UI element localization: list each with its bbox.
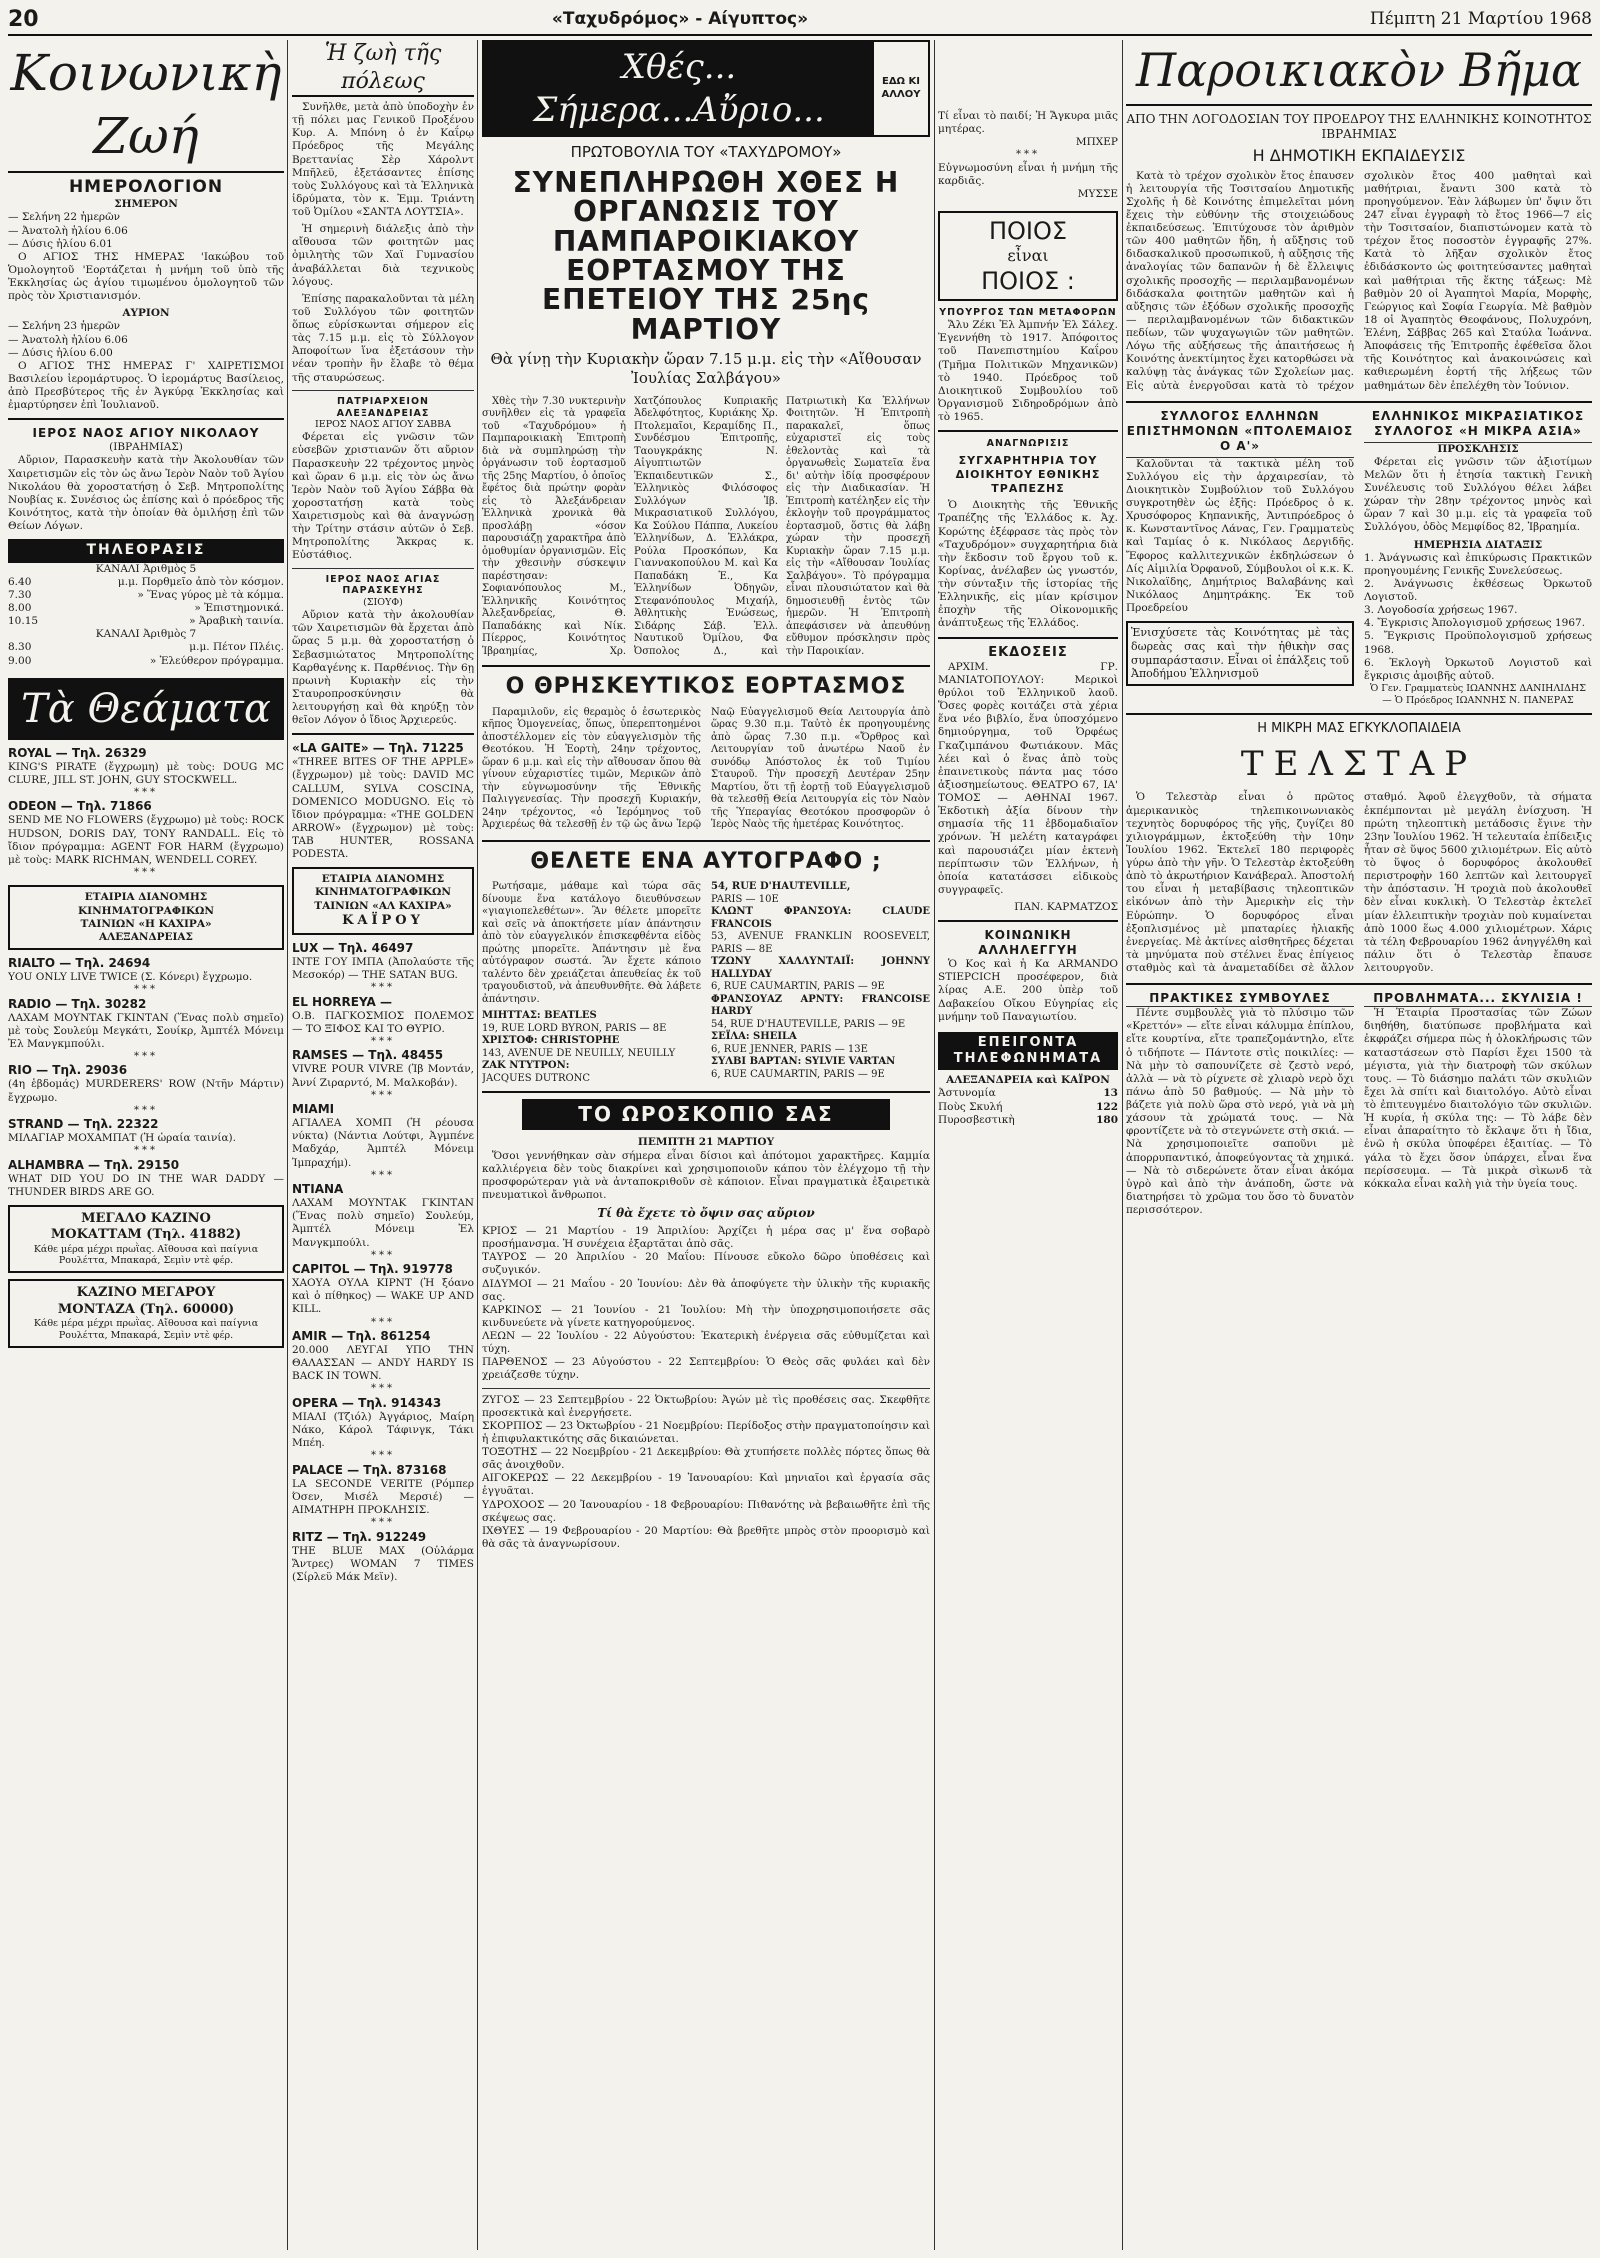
bank-title: ΣΥΓΧΑΡΗΤΗΡΙΑ ΤΟΥ ΔΙΟΙΚΗΤΟΥ ΕΘΝΙΚΗΣ ΤΡΑΠΕΖΗΣ [955, 454, 1101, 495]
patriarchate-title: ΠΑΤΡΙΑΡΧΕΙΟΝ ΑΛΕΞΑΝΔΡΕΙΑΣ [336, 395, 430, 419]
bottom-articles [1126, 991, 1592, 1221]
cinema-entry: RAMSES — Τηλ. 48455 VIVRE POUR VIVRE (Ἰβ Μοντάν, Ἀννί Ζιραρντό, Μ. Μαλκοβάν). [292, 1048, 474, 1089]
sign-entry: ΤΑΥΡΟΣ — 20 Ἀπριλίου - 20 Μαΐου: Πίνουσε εὔκολο δῶρο ὑποθέσεις καὶ συζυγικόν. [482, 1251, 930, 1277]
church-subtitle: (ΙΒΡΑΗΜΙΑΣ) [109, 441, 183, 454]
sign-entry: ΚΡΙΟΣ — 21 Μαρτίου - 19 Ἀπριλίου: Ἀρχίζει ἡ μέρα σας μ' ἕνα σοβαρὸ προσήμανσμα. Ἡ συνέχεια ἐξαρτᾶται ἀπὸ σᾶς. [482, 1225, 930, 1251]
minister-text: Ἄλυ Ζέκι Ἐλ Ἀμπνήν Ἐλ Σάλεχ. Ἐγεννήθη τὸ 1917. Ἀπόφοιτος τοῦ Πανεπιστημίου Καΐρου (Τμῆμα Πολιτικῶν Μηχανικῶν) τὸ 1940. Πρόεδρος τοῦ Διοικητικοῦ Συμβουλίου τοῦ Ὀργανισμοῦ Σιδηροδρόμων ἀπὸ τὸ 1965. [938, 319, 1118, 423]
quote: Εὐγνωμοσύνη εἶναι ἡ μνήμη τῆς καρδιᾶς. ΜΥΣΣΕ [938, 161, 1118, 201]
main-subhead: Θὰ γίνῃ τὴν Κυριακὴν ὥραν 7.15 μ.μ. εἰς τὴν «Αἴθουσαν Ἰουλίας Σαλβάγου» [490, 350, 922, 387]
paragraph: Ἐπίσης παρακαλοῦνται τὰ μέλη τοῦ Συλλόγου τῶν φοιτητῶν ὅπως εὑρίσκωνται σήμερον εἰς τὰς 7.15 μ.μ. εἰς τὸ Σύλλογον Ἀποφοίτων ἵνα ἐξετάσουν τὴν νέαν τροπὴν ἣν ἔλαβε τὸ θέμα τῆς σταυρώσεως. [292, 292, 474, 384]
horoscope-title: ΤΟ ΩΡΟΣΚΟΠΙΟ ΣΑΣ [522, 1099, 890, 1130]
horoscope-tomorrow: Τί θὰ ἔχετε τὸ ὄψιν σας αὔριον [597, 1206, 815, 1221]
calendar-title: ΗΜΕΡΟΛΟΓΙΟΝ [68, 177, 224, 197]
cinema-entry: ALHAMBRA — Τηλ. 29150 WHAT DID YOU DO IN THE WAR DADDY — THUNDER BIRDS ARE GO. [8, 1157, 284, 1198]
tv-item: 6.40 μ.μ. Πορθμεῖο ἀπὸ τὸν κόσμον. [8, 575, 284, 588]
column-rule [934, 40, 935, 2250]
cinema-entry: ΝΤΙΑΝΑ ΛΑΧΑΜ ΜΟΥΝΤΑΚ ΓΚΙΝΤΑΝ (Ἕνας πολὺ σημεῖο) Σουλεύμ, Ἀμπτέλ Μόνειμ Ἐλ Μανγκμπούλι. [292, 1182, 474, 1249]
tv-schedule [8, 576, 284, 629]
paragraph: Συνῆλθε, μετὰ ἀπὸ ὑποδοχὴν ἐν τῇ πόλει μας Γενικοῦ Προξένου Κυρ. Α. Μπόνη ὁ ἐν Καΐρῳ Πρόεδρος τῆς Μεγάλης Βρεττανίας Σὲρ Χάρολντ Μπῆλεϋ, ἐξετάσαντες ἐπίσης τοὺς Συλλόγους καὶ τὰ Ἑλληνικὰ ἱδρύματα, τὸν κ. Ἐμμ. Τριάντη τοῦ Ὀμίλου «ΣΑΝΤΑ ΛΟΥΤΣΙΑ». [292, 101, 474, 218]
column-social-life [8, 40, 284, 2250]
religious-story: Παραμιλοῦν, εἰς θεραμὸς ὁ ἐσωτερικὸς κῆπος Ὁμογενείας, ὅπως, ὑπερεπτοημένοι ἀποστέλλομεν εἰς τὸν εὐαγγελισμὸν τῆς Θεοτόκου. Ἡ Ἑορτὴ, 24ην τρέχοντος, ὥραν 6 μ.μ. καὶ εἰς τὴν αἴθουσαν ὅπου θὰ γίνουν εὐχαριστίες τιμῶν, Μερικῶν ἀπὸ τὴν εὐγνωμοσύνην τῆς Ἐθνικῆς Παλιγγενεσίας. Τὴν προσεχῆ Κυριακήν, 24ην τρέχοντος, «ὁ Ἱερόμηνος τοῦ Ἀρχιερέως θὰ τελεσθῇ ἐν τῷ ὡς ἄνω Ἱερῷ Ναῷ Εὐαγγελισμοῦ Θεία Λειτουργία ἀπὸ ὥρας 9.30 π.μ. Ταὐτὸ ἐκ προηγουμένης ἀπὸ ὥρας 7.30 π.μ. «Ὄρθρος καὶ Λειτουργίαν τοῦ ἀνωτέρω Ναοῦ ἐν συνόδῳ Ἀπόστολος ἐκ τοῦ Τιμίου Σταυροῦ. Τὴν προσεχῆ Δευτέραν 25ην Μαρτίου, ὅτι τῇ ἐορτῇ τοῦ Εὐαγγελισμοῦ θὰ τελεσθῇ Θεία Λειτουργία εἰς τὸν Ναὸν τῆς Ὑπεραγίας Θεοτόκου προσφορῶν ὁ Ἱερὸς Ναὸς τῆς ἡμετέρας Κοινότητος. [482, 706, 930, 831]
tv-item: 10.15 » Ἀραβικὴ ταινία. [8, 615, 284, 628]
masthead [8, 4, 1592, 36]
emergency-title: ΕΠΕΙΓΟΝΤΑ ΤΗΛΕΦΩΝΗΜΑΤΑ [938, 1032, 1118, 1071]
publications-text: ΑΡΧΙΜ. ΓΡ. ΜΑΝΙΑΤΟΠΟΥΛΟΥ: Μερικοὶ θρύλοι τοῦ Ἑλληνικοῦ λαοῦ. Ὅσες φορὲς κοιτάζει στὰ χέρια ἕνα νέο βιβλίο, ἕνα ὑποσχόμενο δημιούργημα, τοῦ Ὀρφέως Γκαζιμπάνου Φωτιάκουν. Μᾶς λέει καὶ ὁ ἕνας ἀπὸ τοὺς ἐπαινετικοὺς πάντα μας τόσο ἀξιοσημείωτους. ΘΕΑΤΡΟ 67, ΙΑ' ΤΟΜΟΣ — ΑΘΗΝΑΙ 1967. Ἐκδοτικὴ ἀξία δίνουν τὴν σημασία τῆς 11 ἑβδομαδιαῖον χρόνων. Ἡ μελέτη καταγράφει καὶ παρουσιάζει μίαν ἐκτενὴ περίπτωσιν τῶν Ἑλλήνων, ἡ ὁποία κατατάσσει εἰδικοὺς συγγραφεῖς. [938, 660, 1118, 896]
tomorrow-line: — Σελήνη 23 ἡμερῶν [8, 320, 121, 333]
tomorrow-line: — Δύσις ἡλίου 6.00 [8, 346, 113, 359]
city-life-title: Ἡ ζωὴ τῆς πόλεως [292, 40, 474, 97]
cinema-entry: AMIR — Τηλ. 861254 20.000 ΛΕΥΓΑΙ ΥΠΟ ΤΗΝ ΘΑΛΑΣΣΑΝ — ANDY HARDY IS BACK IN TOWN. [292, 1329, 474, 1383]
sign-entry: ΤΟΞΟΤΗΣ — 22 Νοεμβρίου - 21 Δεκεμβρίου: Θὰ χτυπήσετε πολλὲς πόρτες ὅπως θὰ σᾶς ἀνοιχθοῦν. [482, 1446, 930, 1472]
associations [1126, 409, 1592, 707]
news-corner: ΕΔΩ ΚΙ ΑΛΛΟΥ [881, 76, 921, 100]
tomorrow-line: — Ἀνατολὴ ἡλίου 6.06 [8, 333, 128, 346]
cinema-entry: MIAMI ΑΓΙΑΛΕΑ ΧΟΜΠ (Ἡ ρέουσα νύκτα) (Νάντια Λούτφι, Ἀγμπένε Μαδχάρ, Ἀμπτέλ Μόνειμ Ἰμπραχήμ). [292, 1102, 474, 1169]
publications-title: ΕΚΔΟΣΕΙΣ [988, 644, 1068, 660]
section-title: Κοινωνικὴ Ζωή [8, 40, 284, 173]
cinema-entry: RIALTO — Τηλ. 24694 YOU ONLY LIVE TWICE (Σ. Κόνερι) ἔγχρωμο. [8, 955, 253, 983]
support-box: Ἐνισχύσετε τὰς Κοινότητας μὲ τὰς δωρεὰς σας καὶ τὴν ἠθικὴν σας συμπαράστασιν. Εἶναι οἱ ἐπάλξεις τοῦ Ἀποδήμου Ἑλληνισμοῦ [1126, 621, 1354, 686]
cinema-list: «LA GAITE» — Τηλ. 71225 «THREE BITES OF THE APPLE» (ἔγχρωμον) μὲ τοὺς: DAVID MC CALLUM, SYLVA COSCINA, DOMENICO MODUGNO. Εἰς τὸ ἴδιον πρόγραμμα: «THE GOLDEN ARROW» (ἔγχρωμον) μὲ τοὺς: TAB HUNTER, ROSSANA PODESTA. ΕΤΑΙΡΙΑ ΔΙΑΝΟΜΗΣ ΚΙΝΗΜΑΤΟΓΡΑΦΙΚΩΝ ΤΑΙΝΙΩΝ «ΑΛ ΚΑΧΙΡΑ» ΚΑΪΡΟΥ LUX — Τηλ. 46497 ΙΝΤΕ ΓΟΥ ΙΜΠΑ (Ἀπολαύστε τῆς Μεσοκόρ) — THE SATAN BUG. *** EL HORREYA — Ο.Β. ΠΑΓΚΟΣΜΙΟΣ ΠΟΛΕΜΟΣ — ΤΟ ΞΙΦΟΣ ΚΑΙ ΤΟ ΘΥΡΙΟ. *** RAMSES — Τηλ. 48455 VIVRE POUR VIVRE (Ἰβ Μοντάν, Ἀννί Ζιραρντό, Μ. Μαλκοβάν). *** MIAMI ΑΓΙΑΛΕΑ ΧΟΜΠ (Ἡ ρέουσα νύκτα) (Νάντια Λούτφι, Ἀγμπένε Μαδχάρ, Ἀμπτέλ Μόνειμ Ἰμπραχήμ). *** ΝΤΙΑΝΑ ΛΑΧΑΜ ΜΟΥΝΤΑΚ ΓΚΙΝΤΑΝ (Ἕνας πολὺ σημεῖο) Σουλεύμ, Ἀμπτέλ Μόνειμ Ἐλ Μανγκμπούλι. *** CAPITOL — Τηλ. 919778 ΧΑΟΥΑ ΟΥΛΑ ΚΙΡΝΤ (Ἡ ξόανο καὶ ὁ πίθηκος) — WAKE UP AND KILL. *** AMIR — Τηλ. 861254 20.000 ΛΕΥΓΑΙ ΥΠΟ ΤΗΝ ΘΑΛΑΣΣΑΝ — ANDY HARDY IS BACK IN TOWN. *** OPERA — Τηλ. 914343 ΜΙΑΛΙ (Τζιόλ) Ἀγγάριος, Μαίρη Νάκο, Κάρολ Τάφινγκ, Τάκι Μπέη. *** PALACE — Τηλ. 873168 LA SECONDE VERITE (Ρόμπερ Όσεν, Μισέλ Μερσιέ) — ΑΙΜΑΤΗΡΗ ΠΡΟΚΛΗΣΙΣ. *** RITZ — Τηλ. 912249 THE BLUE MAX (Οὐλάρμα Ἄντρες) WOMAN 7 TIMES (Σίρλεϋ Μάκ Μεϊν). [292, 741, 474, 1583]
today-line: — Σελήνη 22 ἡμερῶν [8, 211, 121, 224]
president-title: ΑΠΟ ΤΗΝ ΛΟΓΟΔΟΣΙΑΝ ΤΟΥ ΠΡΟΕΔΡΟΥ ΤΗΣ ΕΛΛΗΝΙΚΗΣ ΚΟΙΝΟΤΗΤΟΣ ΙΒΡΑΗΜΙΑΣ [1126, 111, 1592, 141]
emergency-row: Ἀστυνομία 13 [938, 1087, 1118, 1100]
today-line: — Δύσις ἡλίου 6.01 [8, 237, 113, 250]
publications-author: ΠΑΝ. ΚΑΡΜΑΤΖΟΣ [1014, 901, 1118, 913]
main-headline: ΣΥΝΕΠΛΗΡΩΘΗ ΧΘΕΣ Η ΟΡΓΑΝΩΣΙΣ ΤΟΥ ΠΑΜΠΑΡΟΙΚΙΑΚΟΥ ΕΟΡΤΑΣΜΟΥ ΤΗΣ ΕΠΕΤΕΙΟΥ ΤΗΣ 25ης ΜΑΡΤΙΟΥ [512, 165, 900, 346]
horoscope-date: ΠΕΜΠΤΗ 21 ΜΑΡΤΙΟΥ [637, 1136, 775, 1149]
tv-item: 8.00 » Ἐπιστημονικά. [8, 602, 284, 614]
emergency-row: Πυροσβεστικὴ 180 [938, 1113, 1118, 1126]
sign-entry: ΥΔΡΟΧΟΟΣ — 20 Ἰανουαρίου - 18 Φεβρουαρίου: Πιθανότης νὰ βεβαιωθῆτε ἐπὶ τῆς σκέψεως σας. [482, 1498, 930, 1524]
who-is-who-box: ΠΟΙΟΣ εἶναι ΠΟΙΟΣ : [938, 211, 1118, 301]
casino-ad: ΜΕΓΑΛΟ ΚΑΖΙΝΟ ΜΟΚΑΤΤΑΜ (Τηλ. 41882) Κάθε μέρα μέχρι πρωῒας. Αἴθουσα καὶ παίγνια Ρουλέττα, Μπακαρά, Σεμὶν ντὲ φέρ. [8, 1205, 284, 1273]
column-rule [1122, 40, 1123, 2250]
solidarity-text: Ὁ Κος καὶ ἡ Κα ARMANDO STIEPCICH προσέφερον, διὰ λίρας Α.Ε. 200 ὑπὲρ τοῦ Δαβακείου Οἴκου Εὐγηρίας εἰς μνήμην τοῦ Παναγιωτίου. [938, 958, 1118, 1023]
today-line: — Ἀνατολὴ ἡλίου 6.06 [8, 224, 128, 237]
church-title: ΙΕΡΟΣ ΝΑΟΣ ΑΓΙΟΥ ΝΙΚΟΛΑΟΥ [32, 426, 260, 441]
cinema-list: ROYAL — Τηλ. 26329 KING'S PIRATE (ἔγχρωμη) μὲ τοὺς: DOUG MC CLURE, JILL ST. JOHN, GUY STOCKWELL. *** ODEON — Τηλ. 71866 SEND ME NO FLOWERS (ἔγχρωμο) μὲ τοὺς: ROCK HUDSON, DORIS DAY, TONY RANDALL. Εἰς τὸ ἴδιον πρόγραμμα: AGENT FOR HARM (ἔγχρωμο) μὲ τοὺς: MARK RICHMAN, WENDELL COREY. *** ΕΤΑΙΡΙΑ ΔΙΑΝΟΜΗΣ ΚΙΝΗΜΑΤΟΓΡΑΦΙΚΩΝ ΤΑΙΝΙΩΝ «Η ΚΑΧΙΡΑ» ΑΛΕΞΑΝΔΡΕΙΑΣ RIALTO — Τηλ. 24694 YOU ONLY LIVE TWICE (Σ. Κόνερι) ἔγχρωμο. *** RADIO — Τηλ. 30282 ΛΑΧΑΜ ΜΟΥΝΤΑΚ ΓΚΙΝΤΑΝ (Ἕνας πολὺ σημεῖο) μὲ τοὺς Σουλεύμ Μεγκάτι, Σουίκρ, Ἀμπτέλ Μόνειμ Ἐλ Μανγκμπούλι. *** RIO — Τηλ. 29036 (4η ἑβδομάς) MURDERERS' ROW (Ντῆν Μάρτιν) ἔγχρωμο. *** STRAND — Τηλ. 22322 ΜΙΛΑΓΙΑΡ ΜΟΧΑΜΠΑΤ (Ἡ ὡραία ταινία). *** ALHAMBRA — Τηλ. 29150 WHAT DID YOU DO IN THE WAR DADDY — THUNDER BIRDS ARE GO. [8, 745, 284, 1198]
sign-entry: ΖΥΓΟΣ — 23 Σεπτεμβρίου - 22 Ὀκτωβρίου: Ἀγών μὲ τὶς προθέσεις σας. Σκεφθῆτε προσεκτικὰ καὶ ἐνεργήσετε. [482, 1393, 930, 1419]
column-rule [287, 40, 288, 2250]
horoscope-signs [482, 1225, 930, 1551]
tv-channel: ΚΑΝΑΛΙ Ἀριθμὸς 5 [95, 562, 197, 575]
religious-title: Ο ΘΡΗΣΚΕΥΤΙΚΟΣ ΕΟΡΤΑΣΜΟΣ [505, 674, 907, 700]
church-title: ΙΕΡΟΣ ΝΑΟΣ ΑΓΙΑΣ ΠΑΡΑΣΚΕΥΗΣ [325, 573, 441, 597]
recognition-label: ΑΝΑΓΝΩΡΙΣΙΣ [986, 438, 1070, 450]
today-label: ΣΗΜΕΡΟΝ [114, 198, 178, 211]
sign-entry: ΙΧΘΥΕΣ — 19 Φεβρουαρίου - 20 Μαρτίου: Θὰ βρεθῆτε μπρὸς στὸν προορισμὸ καὶ θὰ σᾶς τὰ ἀναγνωρίσουν. [482, 1524, 930, 1550]
patriarchate-sub: ΙΕΡΟΣ ΝΑΟΣ ΑΓΙΟΥ ΣΑΒΒΑ [315, 419, 451, 431]
quote: Τί εἶναι τὸ παιδί; Ἡ Ἄγκυρα μιᾶς μητέρας. ΜΠΧΕΡ [938, 110, 1118, 149]
initiative-label: ΠΡΩΤΟΒΟΥΛΙΑ ΤΟΥ «ΤΑΧΥΔΡΟΜΟΥ» [570, 143, 842, 161]
column-city-life [292, 40, 474, 2250]
telstar-text: Ὁ Τελεστὰρ εἶναι ὁ πρῶτος ἀμερικανικὸς τηλεπικοινωνιακὸς τεχνητὸς δορυφόρος τῆς γῆς, ζυγίζει 80 χιλιογράμμων, ἐκτοξεύθη τὴν 10ην Ἰουλίου 1962. Ἐκτελεῖ 180 περιφορὲς γύρω ἀπὸ τὴν γῆν. Ὁ Τελεστὰρ ἐκτοξεύθη ἀπὸ τὸ ἀκρωτήριον Κανάβεραλ. Ἀποστολή του εἶναι ἡ μεταβίβασις τηλεοπτικῶν εἰκόνων ἀπὸ τὴν Ἀμερικὴν εἰς τὴν Εὐρώπην. Ὁ δορυφόρος εἶναι ἐξοπλισμένος μὲ μπαταρίες ἡλιακῆς ἐνεργείας. Μὲ ἀκτίνες αἰσθητῆρες δέχεται τὰ μηνύματα ποὺ στέλνει ἕνας ἐπίγειος σταθμὸς καὶ τὰ ἀναμεταδίδει σὲ ἄλλον σταθμό. Ἀφοῦ ἐλεγχθοῦν, τὰ σήματα ἐκπέμπονται μὲ μεγάλη ἐνίσχυση. Ἡ πρώτη τηλεοπτικὴ μετάδοσις ἔγινε τὴν 23ην Ἰουλίου 1962. Ἡ τελευταία ἐπίδειξις ἦταν σὲ ὕψος 5600 χιλιομέτρων. Εἰς αὐτὸ τὸ ὕψος ὁ δορυφόρος ἀκολουθεῖ περιστροφὴν 160 λεπτῶν καὶ λειτουργεῖ τὴν ἀπόστασιν. Ἡ τροχιὰ ποὺ ἀκολουθεῖ δὲν εἶναι κυκλικὴ. Ὁ Τελεστὰρ ἐκτελεῖ μίαν ἐλλειπτικὴν τροχιὰν ποὺ κυμαίνεται ἀπὸ 1000 ἕως 4.000 χιλιομέτρων. Χάρις τὰ τέλη Φεβρουαρίου 1962 ἀνηγγέλθη καὶ πάλιν ὅτι ὁ Τελεστὰρ ἔπαυσε λειτουργοῦν. [1126, 791, 1592, 974]
minister-title: ΥΠΟΥΡΓΟΣ ΤΩΝ ΜΕΤΑΦΟΡΩΝ [939, 307, 1117, 319]
address-entry: ΤΖΩΝΥ ΧΑΛΛΥΝΤΑΙΪ: JOHNNY HALLYDAY 6, RUE CAUMARTIN, PARIS — 9E [711, 956, 930, 993]
paragraph: Ἡ σημερινὴ διάλεξις ἀπὸ τὴν αἴθουσα τῶν φοιτητῶν μας ὁμιλητὴς τῶν Χαϊ Γυμνασίου ἀναβάλλεται διὰ τεχνικοὺς λόγους. [292, 223, 474, 288]
tv-title: ΤΗΛΕΟΡΑΣΙΣ [8, 539, 284, 563]
address-entry: ΧΡΙΣΤΟΦ: CHRISTOPHE 143, AVENUE DE NEUILLY, NEUILLY [482, 1035, 676, 1059]
address-entry: ΣΕΪΛΑ: SHEILA 6, RUE JENNER, PARIS — 13E [711, 1031, 868, 1055]
tv-item: 7.30 » Ἕνας γύρος μὲ τὰ κόμμα. [8, 588, 284, 601]
cinema-entry: STRAND — Τηλ. 22322 ΜΙΛΑΓΙΑΡ ΜΟΧΑΜΠΑΤ (Ἡ ὡραία ταινία). [8, 1117, 236, 1145]
distributor-ad: ΕΤΑΙΡΙΑ ΔΙΑΝΟΜΗΣ ΚΙΝΗΜΑΤΟΓΡΑΦΙΚΩΝ ΤΑΙΝΙΩΝ «Η ΚΑΧΙΡΑ» ΑΛΕΞΑΝΔΡΕΙΑΣ [8, 885, 284, 950]
tv-item: 8.30 μ.μ. Πέτον Πλέις. [8, 641, 284, 654]
main-story: Χθὲς τὴν 7.30 νυκτερινὴν συνῆλθεν εἰς τὰ γραφεῖα τοῦ «Ταχυδρόμου» ἡ Παμπαροικιακὴ Ἐπιτροπὴ διὰ νὰ συμπληρώσῃ τὴν ὀργάνωσιν τοῦ ἑορτασμοῦ τῆς 25ης Μαρτίου, ὁ ὁποῖος ἔφέτος διὰ πρώτην φορὰν εἰς τὸ Ἀλεξάνδρειαν Ἑλληνικὰ χρονικὰ θὰ προσλάβῃ «όσον παρουσιάζῃ χαρακτῆρα ἀπὸ ὁμοθυμίαν ὀργανισμῶν. Εἰς τὴν χθεσινὴν σύσκεψιν παρέστησαν: Σοφιανόπουλος Μ., Ἑλληνικῆς Κοινότητος Ἀλεξανδρείας, Θ. Παπαδάκης καὶ Νίκ. Πίερρος, Κοινότητος Ἰβραημίας, Χρ. Χατζόπουλος Κυπριακῆς Ἀδελφότητος, Κυριάκης Χρ. Πτολεμαῖοι, Κεραμίδης Π., Συνδέσμου Ἐπιτροπῆς, Ταουγκράκης Ν. Αἰγυπτιωτῶν Ἐκπαιδευτικῶν Σ., Ἐλληνικὸς Φιλόσοφος Συλλόγων Ἰβ. Μικρασιατικοῦ Συλλόγου, Κα Σούλου Πάππα, Λυκείου Ἑλληνίδων, Δ. Ἐλλάκρα, Ρούλα Προσκόπων, Κα Γιαννακοπούλου Μ. καὶ Κα Παπαδάκη Ἐ., Κα Ἑλληνίδων Ὀδηγῶν, Στεφανόπουλος Μιχαήλ, Ἀθλητικὴς Ἑνώσεως, Σιδάρης Σάβ. Ἑλλ. Ναυτικοῦ Ὀμίλου, Φα Ὀσπολος Δ., καὶ Πατριωτικὴ Κα Ἑλλήνων Φοιτητῶν. Ἡ Ἐπιτροπὴ παρακαλεῖ, ὅπως εὐχαριστεῖ εἰς τοὺς ἐθελοντὰς καὶ τὰ ὀργανωθεὶς Σωματεῖα ἕνα δι' αὐτὴν ἰδίᾳ προσφέρουν εἰς τὴν Διαδικασίαν. Ἡ Ἐπιτροπὴ κατέληξεν εἰς τὴν ἐκλογὴν τοῦ προγράμματος ἑορτασμοῦ, ὅστις θὰ λάβῃ χώραν τὴν προσεχῆ Κυριακὴν ὥραν 7.15 μ.μ. εἰς τὴν «Αἴθουσαν Ἰουλίας Σαλβάγου». Τὸ πρόγραμμα εἶναι πλουσιώτατον καὶ θὰ δημοσιευθῇ ἐντὸς τῶν ἡμερῶν. Ἡ Ἐπιτροπὴ ἀπεφάσισεν νὰ ἀπευθύνῃ εὔθυμον πρόσκλησιν πρὸς τὴν Παροικίαν. [482, 395, 930, 657]
cinema-entry: CAPITOL — Τηλ. 919778 ΧΑΟΥΑ ΟΥΛΑ ΚΙΡΝΤ (Ἡ ξόανο καὶ ὁ πίθηκος) — WAKE UP AND KILL. [292, 1262, 474, 1316]
column-misc: Τί εἶναι τὸ παιδί; Ἡ Ἄγκυρα μιᾶς μητέρας. ΜΠΧΕΡ *** Εὐγνωμοσύνη εἶναι ἡ μνήμη τῆς καρδιᾶς. ΜΥΣΣΕ ΠΟΙΟΣ εἶναι ΠΟΙΟΣ : ΥΠΟΥΡΓΟΣ ΤΩΝ ΜΕΤΑΦΟΡΩΝ Ἄλυ Ζέκι Ἐλ Ἀμπνήν Ἐλ Σάλεχ. Ἐγεννήθη τὸ 1917. Ἀπόφοιτος τοῦ Πανεπιστημίου Καΐρου (Τμῆμα Πολιτικῶν Μηχανικῶν) τὸ 1940. Πρόεδρος τοῦ Διοικητικοῦ Συμβουλίου τοῦ Ὀργανισμοῦ Σιδηροδρόμων ἀπὸ τὸ 1965. ΑΝΑΓΝΩΡΙΣΙΣ ΣΥΓΧΑΡΗΤΗΡΙΑ ΤΟΥ ΔΙΟΙΚΗΤΟΥ ΕΘΝΙΚΗΣ ΤΡΑΠΕΖΗΣ Ὁ Διοικητὴς τῆς Ἐθνικῆς Τραπέζης τῆς Ἑλλάδος κ. Ἀχ. Κορώτης ἐξέφρασε τὰς πρὸς τὸν «Ταχυδρόμον» συγχαρητήρια διὰ τὴν ἔκδοσιν τοῦ ἔργου τοῦ κ. Κορίνας, ἀνέλαβεν ὡς γνωστόν, τὴν σύνταξιν τῆς ἱστορίας τῆς Ἑλληνικῆς, εἰς μίαν κρίσιμον ἐποχὴν τῆς Οἰκονομικῆς ἀνάπτυξεως τῆς Ἑλλάδος. ΕΚΔΟΣΕΙΣ ΑΡΧΙΜ. ΓΡ. ΜΑΝΙΑΤΟΠΟΥΛΟΥ: Μερικοὶ θρύλοι τοῦ Ἑλληνικοῦ λαοῦ. Ὅσες φορὲς κοιτάζει στὰ χέρια ἕνα νέο βιβλίο, ἕνα ὑποσχόμενο δημιούργημα, τοῦ Ὀρφέως Γκαζιμπάνου Φωτιάκουν. Μᾶς λέει καὶ ὁ ἕνας ἀπὸ τοὺς ἐπαινετικοὺς πάντα μας τόσο ἀξιοσημείωτους. ΘΕΑΤΡΟ 67, ΙΑ' ΤΟΜΟΣ — ΑΘΗΝΑΙ 1967. Ἐκδοτικὴ ἀξία δίνουν τὴν σημασία τῆς 11 ἑβδομαδιαῖον χρόνων. Ἡ μελέτη καταγράφει καὶ παρουσιάζει μίαν ἐκτενὴ περίπτωσιν τῶν Ἑλλήνων, ἡ ὁποία κατατάσσει εἰδικοὺς συγγραφεῖς. ΠΑΝ. ΚΑΡΜΑΤΖΟΣ ΚΟΙΝΩΝΙΚΗ ΑΛΛΗΛΕΓΓΥΗ Ὁ Κος καὶ ἡ Κα ARMANDO STIEPCICH προσέφερον, διὰ λίρας Α.Ε. 200 ὑπὲρ τοῦ Δαβακείου Οἴκου Εὐγηρίας εἰς μνήμην τοῦ Παναγιωτίου. ΕΠΕΙΓΟΝΤΑ ΤΗΛΕΦΩΝΗΜΑΤΑ ΑΛΕΞΑΝΔΡΕΙΑ καὶ ΚΑΪΡΟΝ Ἀστυνομία 13 Ποὺς Σκυλή 122 Πυροσβεστικὴ 180 [938, 110, 1118, 1126]
address-entry: ΦΡΑΝΣΟΥΑΖ ΑΡΝΤΥ: FRANCOISE HARDY 54, RUE D'HAUTEVILLE, PARIS — 9E [711, 993, 930, 1030]
sign-entry: ΔΙΔΥΜΟΙ — 21 Μαΐου - 20 Ἰουνίου: Δὲν θὰ ἀποφύγετε τὴν ὑλικὴν τῆς κυριακῆς σας. [482, 1277, 930, 1303]
section-title: Παροικιακὸν Βῆμα [1126, 40, 1592, 106]
sign-entry: ΚΑΡΚΙΝΟΣ — 21 Ἰουνίου - 21 Ἰουλίου: Μὴ τὴν ὑποχρησιμοποιήσετε σᾶς κινδυνεύετε νὰ γίνετε κατηγορούμενος. [482, 1303, 930, 1329]
casino-ad: ΚΑΖΙΝΟ ΜΕΓΑΡΟΥ ΜΟΝΤΑΖΑ (Τηλ. 60000) Κάθε μέρα μέχρι πρωῒας. Αἴθουσα καὶ παίγνια Ρουλέττα, Μπακαρά, Σεμὶν ντὲ φέρ. [8, 1279, 284, 1347]
paper-name: «Ταχυδρόμος» - Αίγυπτος» [551, 9, 809, 29]
cinema-entry: OPERA — Τηλ. 914343 ΜΙΑΛΙ (Τζιόλ) Ἀγγάριος, Μαίρη Νάκο, Κάρολ Τάφινγκ, Τάκι Μπέη. [292, 1395, 474, 1450]
tv-item: 9.00 » Ἐλεύθερον πρόγραμμα. [8, 654, 284, 667]
horoscope-intro: Ὅσοι γεννήθηκαν σὰν σήμερα εἶναι δίσιοι καὶ ἀπότομοι χαρακτῆρες. Καμμία καλλιέργεια δὲν τοὺς διακρίνει καὶ χρησιμοποιοῦν κάπου τὸν ἐλέγχομο τῇ τὴν προσφορώτεραν γιὰ νὰ ἀνταποκριθοῦν σὲ κάποιον. Εἶναι πραγματικὰ ἐξαιρετικὰ πνευματικοὶ ἄνθρωποι. [482, 1149, 930, 1201]
telstar-title: ΤΕΛΣΤΑΡ [1240, 743, 1478, 784]
tv-schedule [8, 641, 284, 667]
cinema-entry: EL HORREYA — Ο.Β. ΠΑΓΚΟΣΜΙΟΣ ΠΟΛΕΜΟΣ — ΤΟ ΞΙΦΟΣ ΚΑΙ ΤΟ ΘΥΡΙΟ. [292, 994, 474, 1035]
distributor-ad: ΕΤΑΙΡΙΑ ΔΙΑΝΟΜΗΣ ΚΙΝΗΜΑΤΟΓΡΑΦΙΚΩΝ ΤΑΙΝΙΩΝ «ΑΛ ΚΑΧΙΡΑ» ΚΑΪΡΟΥ [292, 867, 474, 935]
cinema-entry: RADIO — Τηλ. 30282 ΛΑΧΑΜ ΜΟΥΝΤΑΚ ΓΚΙΝΤΑΝ (Ἕνας πολὺ σημεῖο) μὲ τοὺς Σουλεύμ Μεγκάτι, Σουίκρ, Ἀμπτέλ Μόνειμ Ἐλ Μανγκμπούλι. [8, 996, 284, 1050]
address-entry: ΜΙΗΤΤΑΣ: BEATLES 19, RUE LORD BYRON, PARIS — 8E [482, 1010, 667, 1034]
shows-title: Τὰ Θεάματα [8, 678, 284, 740]
patriarchate-text: Φέρεται εἰς γνῶσιν τῶν εὐσεβῶν χριστιανῶν ὅτι αὔριον Παρασκευὴν 22 τρέχοντος μηνὸς καὶ ὥραν 6 μ.μ. εἰς τὸν ὡς ἄνω Ἱερὸν Ναὸν τοῦ Ἁγίου Σάββα θὰ χοροστατήσῃ κατὰ τοὺς Χαιρετισμοὺς καὶ θὰ ἀναγνώσῃ τὴν Τρίτην στάσιν αὐτῶν ὁ Σεβ. Μητροπολίτης Ἄκκρας κ. Εὐστάθιος. [292, 431, 474, 562]
address-entry: ΖΑΚ ΝΤΥΤΡΟΝ: JACQUES DUTRONC [482, 1060, 591, 1084]
emergency-row: Ποὺς Σκυλή 122 [938, 1100, 1118, 1113]
address-entry: 54, RUE D'HAUTEVILLE, PARIS — 10E [711, 881, 851, 905]
column-news [482, 40, 930, 2250]
tv-channel: ΚΑΝΑΛΙ Ἀριθμὸς 7 [95, 628, 197, 641]
tomorrow-label: ΑΥΡΙΟΝ [122, 307, 170, 320]
autograph-section: Ρωτήσαμε, μάθαμε καὶ τώρα σᾶς δίνουμε ἕνα κατάλογο διευθύνσεων «γιαγιοπελεθέτων». Ἂν θέλετε μπορεῖτε καὶ σεῖς νὰ ἀποκτήσετε μίαν ἀπάντησιν ἀπὸ τὸν εὐαγγελικόν ἐπισκεφθέντα εἰδὸς πρώτης μπορεῖτε. Ἀπάντησιν μὲ ἕνα αὐτόγραφον σωστά. Ἂν ἔχετε κάποιο ταλέντο δὲν χρειάζεται ἀπευθείας ἐκ τοῦ τραγουδιστοῦ, νὰ ἀπευθυνθῆτε. Θὰ λάβετε ἀπάντησιν. ΜΙΗΤΤΑΣ: BEATLES 19, RUE LORD BYRON, PARIS — 8E ΧΡΙΣΤΟΦ: CHRISTOPHE 143, AVENUE DE NEUILLY, NEUILLY ΖΑΚ ΝΤΥΤΡΟΝ: JACQUES DUTRONC 54, RUE D'HAUTEVILLE, PARIS — 10E ΚΛΩΝΤ ΦΡΑΝΣΟΥΑ: CLAUDE FRANCOIS 53, AVENUE FRANKLIN ROOSEVELT, PARIS — 8E ΤΖΩΝΥ ΧΑΛΛΥΝΤΑΙΪ: JOHNNY HALLYDAY 6, RUE CAUMARTIN, PARIS — 9E ΦΡΑΝΣΟΥΑΖ ΑΡΝΤΥ: FRANCOISE HARDY 54, RUE D'HAUTEVILLE, PARIS — 9E ΣΕΪΛΑ: SHEILA 6, RUE JENNER, PARIS — 13E ΣΥΛΒΙ ΒΑΡΤΑΝ: SYLVIE VARTAN 6, RUE CAUMARTIN, PARIS — 9E [482, 881, 930, 1084]
encyclopedia-header: Η ΜΙΚΡΗ ΜΑΣ ΕΓΚΥΚΛΟΠΑΙΔΕΙΑ [1257, 720, 1461, 736]
cinema-entry: PALACE — Τηλ. 873168 LA SECONDE VERITE (Ρόμπερ Όσεν, Μισέλ Μερσιέ) — ΑΙΜΑΤΗΡΗ ΠΡΟΚΛΗΣΙΣ. [292, 1462, 474, 1516]
church-text: Αὔριον κατὰ τὴν ἀκολουθίαν τῶν Χαιρετισμῶν θὰ ἔρχεται ἀπὸ ὥρας 5 μ.μ. θὰ χοροστατήσῃ ὁ Σεβασμιώτατος Μητροπολίτης Καρθαγένης κ. Παρθένιος. Τὴν 6ῃ πρωινὴ Κυριακὴν εἰς τὴν Σταυροπροσκύνησιν θὰ λειτουργήσῃ καὶ θὰ κηρύξῃ τὸν θεῖον Λόγον ὁ ἴδιος Ἀρχιερεύς. [292, 609, 474, 727]
page-number: 20 [8, 6, 39, 32]
sign-entry: ΠΑΡΘΕΝΟΣ — 23 Αὐγούστου - 22 Σεπτεμβρίου: Ὁ Θεὸς σᾶς φυλάει καὶ δὲν χρειάζεσθε τύχην. [482, 1356, 930, 1382]
issue-date: Πέμπτη 21 Μαρτίου 1968 [1369, 9, 1592, 29]
association-notice: ΣΥΛΛΟΓΟΣ ΕΛΛΗΝΩΝ ΕΠΙΣΤΗΜΟΝΩΝ «ΠΤΟΛΕΜΑΙΟΣ Ο Α'» Καλοῦνται τὰ τακτικὰ μέλη τοῦ Συλλόγου εἰς τὴν ἀρχαιρεσίαν, τὸ Διοικητικὸν Συμβούλιον τοῦ Συλλόγου συγκροτηθὲν ὡς ἑξῆς: Πρόεδρος ὁ κ. Χρυσόφορος Κηπανικῆς, Ἀντιπρόεδρος ὁ κ. Κωνσταντῖνος Λάνας, Γεν. Γραμματεὺς καὶ Ταμίας ὁ κ. Νικόλαος Δεργιδῆς. Ἔφορος καλλιτεχνικῶν ἐκδηλώσεων ὁ Δίς Αἰμιλία Ὀρφανοῦ, Σύμβουλοι οἱ κ.κ. Κ. Νικολαϊδης, Δημήτριος Βαλαβάνης καὶ Νικόλαος Δημητράκης. Ἐκ τοῦ Προεδρείου Ἐνισχύσετε τὰς Κοινότητας μὲ τὰς δωρεὰς σας καὶ τὴν ἠθικὴν σας συμπαράστασιν. Εἶναι οἱ ἐπάλξεις τοῦ Ἀποδήμου Ἑλληνισμοῦ [1126, 409, 1354, 707]
news-header-title: Χθές... Σήμερα...Αὔριο... [484, 42, 874, 135]
church-text: Αὔριον, Παρασκευὴν κατὰ τὴν Ἀκολουθίαν τῶν Χαιρετισμῶν εἰς τὸν ὡς ἄνω Ἱερὸν Ναὸν τοῦ Ἁγίου Νικολάου θὰ χοροστατήσῃ ὁ Σεβ. Μητροπολίτης Νουβίας κ. Συνέσιος ὡς ἐπίσης καὶ ὁ πρόεδρος τῆς Κοινότητος, κατὰ τὴν ὁποίαν θὰ ὁμιλήσῃ ἐπὶ τῶν Θείων Λόγων. [8, 454, 284, 532]
address-entry: ΚΛΩΝΤ ΦΡΑΝΣΟΥΑ: CLAUDE FRANCOIS 53, AVENUE FRANKLIN ROOSEVELT, PARIS — 8E [711, 906, 930, 955]
column-rule [477, 40, 478, 2250]
cinema-entry: «LA GAITE» — Τηλ. 71225 «THREE BITES OF THE APPLE» (ἔγχρωμον) μὲ τοὺς: DAVID MC CALLUM, SYLVA COSCINA, DOMENICO MODUGNO. Εἰς τὸ ἴδιον πρόγραμμα: «THE GOLDEN ARROW» (ἔγχρωμον) μὲ τοὺς: TAB HUNTER, ROSSANA PODESTA. [292, 741, 474, 861]
autograph-title: ΘΕΛΕΤΕ ΕΝΑ ΑΥΤΟΓΡΑΦΟ ; [530, 848, 882, 874]
emergency-sub: ΑΛΕΞΑΝΔΡΕΙΑ καὶ ΚΑΪΡΟΝ [946, 1074, 1110, 1087]
bank-text: Ὁ Διοικητὴς τῆς Ἐθνικῆς Τραπέζης τῆς Ἑλλάδος κ. Ἀχ. Κορώτης ἐξέφρασε τὰς πρὸς τὸν «Ταχυδρόμον» συγχαρητήρια διὰ τὴν ἔκδοσιν τοῦ ἔργου τοῦ κ. Κορίνας, ἀνέλαβεν ὡς γνωστόν, τὴν σύνταξιν τῆς ἱστορίας τῆς Ἑλληνικῆς, εἰς μίαν κρίσιμον ἐποχὴν τῆς Οἰκονομικῆς ἀνάπτυξεως τῆς Ἑλλάδος. [938, 499, 1118, 630]
association-notice: ΕΛΛΗΝΙΚΟΣ ΜΙΚΡΑΣΙΑΤΙΚΟΣ ΣΥΛΛΟΓΟΣ «Η ΜΙΚΡΑ ΑΣΙΑ» ΠΡΟΣΚΛΗΣΙΣ Φέρεται εἰς γνῶσιν τῶν ἀξιοτίμων Μελῶν ὅτι ἡ ἐτησία τακτικὴ Γενικὴ Συνέλευσις τοῦ Συλλόγου θέλει λάβει χώραν τὴν 28ην τρέχοντος μηνὸς καὶ ὥραν 7 καὶ 30 μ.μ. εἰς τὰ γραφεῖα τοῦ Συλλόγου, ὁδὸς Μεμφίδος 82, Ἰβραημία. ΗΜΕΡΗΣΙΑ ΔΙΑΤΑΞΙΣ 1. Ἀνάγνωσις καὶ ἐπικύρωσις Πρακτικῶν προηγουμένης Γενικῆς Συνελεύσεως. 2. Ἀνάγνωσις ἐκθέσεως Ὀρκωτοῦ Λογιστοῦ. 3. Λογοδοσία χρήσεως 1967. 4. Ἔγκρισις Ἀπολογισμοῦ χρήσεως 1967. 5. Ἔγκρισις Προϋπολογισμοῦ χρήσεως 1968. 6. Ἐκλογὴ Ὀρκωτοῦ Λογιστοῦ καὶ ἔγκρισις ἀμοιβῆς αὐτοῦ. Ὁ Γεν. Γραμματεὺς ΙΩΑΝΝΗΣ ΔΑΝΙΗΛΙΔΗΣ — Ὁ Πρόεδρος ΙΩΑΝΝΗΣ Ν. ΠΑΝΕΡΑΣ [1364, 408, 1592, 706]
sign-entry: ΣΚΟΡΠΙΟΣ — 23 Ὀκτωβρίου - 21 Νοεμβρίου: Περίδοξος στὴν πραγματοποίησιν καὶ ἡ ἐπιφυλακτικότης σᾶς δικαιώνεται. [482, 1419, 930, 1445]
cinema-entry: LUX — Τηλ. 46497 ΙΝΤΕ ΓΟΥ ΙΜΠΑ (Ἀπολαύστε τῆς Μεσοκόρ) — THE SATAN BUG. [292, 940, 474, 981]
solidarity-title: ΚΟΙΝΩΝΙΚΗ ΑΛΛΗΛΕΓΓΥΗ [978, 928, 1078, 958]
tomorrow-saint: Ο ΑΓΙΟΣ ΤΗΣ ΗΜΕΡΑΣ Γ' ΧΑΙΡΕΤΙΣΜΟΙ Βασιλείου ἱερομάρτυρος. Ὁ ἱερομάρτυς Βασίλειος, ἀπὸ Πρεσβύτερος τῆς ἐν Ἀγκύρᾳ Ἐκκλησίας καὶ ἐμαρτύρησεν ἐπὶ Ἰουλιανοῦ. [8, 359, 284, 412]
today-saint: Ο ΑΓΙΟΣ ΤΗΣ ΗΜΕΡΑΣ 'Ιακώβου τοῦ Ὁμολογητοῦ 'Εορτάζεται ἡ μνήμη τοῦ ὑπὸ τῆς Ἐκκλησίας ὡς ἁγίου τιμωμένου ὁμολογητοῦ τῶν πρὸς τὸν Χριστιανισμόν. [8, 250, 284, 303]
education-title: Η ΔΗΜΟΤΙΚΗ ΕΚΠΑΙΔΕΥΣΙΣ [1252, 145, 1466, 165]
column-community [1126, 40, 1592, 2250]
address-entry: ΣΥΛΒΙ ΒΑΡΤΑΝ: SYLVIE VARTAN 6, RUE CAUMARTIN, PARIS — 9E [711, 1056, 896, 1080]
cinema-entry: ROYAL — Τηλ. 26329 KING'S PIRATE (ἔγχρωμη) μὲ τοὺς: DOUG MC CLURE, JILL ST. JOHN, GUY STOCKWELL. [8, 745, 284, 786]
news-header [482, 40, 930, 137]
emergency-list [938, 1087, 1118, 1126]
sign-entry: ΛΕΩΝ — 22 Ἰουλίου - 22 Αὐγούστου: Ἐκατερικὴ ἐνέργεια σᾶς εὐθυμίζεται καὶ τύχη. [482, 1330, 930, 1356]
cinema-entry: RITZ — Τηλ. 912249 THE BLUE MAX (Οὐλάρμα Ἄντρες) WOMAN 7 TIMES (Σίρλεϋ Μάκ Μεϊν). [292, 1529, 474, 1583]
education-text: Κατὰ τὸ τρέχον σχολικὸν ἔτος ἐπαυσεν ἡ λειτουργία τῆς Τοσιτσαίου Δημοτικῆς Σχολῆς ἡ δὲ Κοινότης ἐπιμελεῖται μόνη ἔχεις τὴν εὐθύνην τῆς στοιχειώδους ἐκπαιδεύσεως. Ἐπιτύχουσε τὸν ἀριθμὸν τῶν 400 μαθητῶν ἤδη, ἡ αὔξησις τοῦ διδασκαλικοῦ προσωπικοῦ, ἡ αὔξησις τῆς ἀναλογίας τῶν δαπανῶν ἡ δὲ ἔλλειψις σχολικῆς προσοχῆς — περιλαμβανομένων διδάσκαλα φοιτητῶν μαθητῶν καὶ ἡ αὔξησις τῶν ἐξόδων σχολικῆς προσοχῆς — περιλαμβανομένων τῶν διδακτικῶν πεδίων, τῶν ψυχαγωγιῶν τῶν μαθητῶν. Λόγω τῆς αὐξήσεως τῆς ἀπαιτήσεως ἡ Κοινότης ἀνεκτίμητος ἔχει κατορθώσει νὰ καλύψῃ τὰς ἀνάγκας τῶν Σχολείων μας. Εἰς αὐτὰ ἐνεργοῦσαι κατὰ τὸ τρέχον σχολικὸν ἔτος 400 μαθηταὶ καὶ μαθήτριαι, ἔναντι 300 κατὰ τὸ προηγούμενον. Ἐὰν λάβωμεν ὑπ' ὄψιν ὅτι 247 εἶναι ἐγγραφὴ τὸ ἔτος 1966—7 εἰς τὴν Τοσιτσαίον, διαπιστώνομεν κατὰ τὸ τρέχον ἔτος ποσοστὸν ἐγγραφῆς 27%. Κατὰ τὸ λῆξαν σχολικὸν ἔτος ἐδιδάσκοντο ὡς φοιτητεύσαντες μαθηταὶ καὶ μαθήτριαι τῆς ἕκτης τάξεως: Μὲ βαθμὸν 20 οἱ Ἀγαπητοὶ Μαρία, Μορφὴς, Γεώργιος καὶ Σοφία Γεωργία. Μὲ βαθμὸν 18 οἱ Ἀγαπητὸς Θεοφάνους, Πολυχρόνη, Ἑλένη, Σάββας 265 καὶ Σταύλα Ἰωάννα. Ἀποφάσεις τῆς Ἐπιτροπῆς ἐφέθεῖσα ὅλοι τῆς Κοινότητος καὶ ἀνακοινώσεις καὶ καθιερωμένη ἑορτή τῆς λήξεως τῶν μαθημάτων δὲν ἐπελέχθη τὸν Ἰούνιον. [1126, 169, 1592, 392]
cinema-entry: ODEON — Τηλ. 71866 SEND ME NO FLOWERS (ἔγχρωμο) μὲ τοὺς: ROCK HUDSON, DORIS DAY, TONY RANDALL. Εἰς τὸ ἴδιον πρόγραμμα: AGENT FOR HARM (ἔγχρωμο) μὲ τοὺς: MARK RICHMAN, WENDELL COREY. [8, 799, 284, 866]
church-sub: (ΣΙΟΥΦ) [363, 597, 403, 609]
cinema-entry: RIO — Τηλ. 29036 (4η ἑβδομάς) MURDERERS' ROW (Ντῆν Μάρτιν) ἔγχρωμο. [8, 1063, 284, 1104]
sign-entry: ΑΙΓΟΚΕΡΩΣ — 22 Δεκεμβρίου - 19 Ἰανουαρίου: Καὶ μηνιαῖοι καὶ ἐργασία σᾶς ἐγγυᾶται. [482, 1472, 930, 1498]
problems-article: ΠΡΟΒΛΗΜΑΤΑ... ΣΚΥΛΙΣΙΑ ! Ἡ Ἑταιρία Προστασίας τῶν Ζώων διηθήθη, διατύπωσε προβλήματα καὶ ἐκφράζει σήμερα πὼς ἡ ὁλοκλήρωσις τῶν καταστάσεων στὸ Παρίσι ἔχει 1500 τὰ μέγιστα, γιὰ τὴν διατροφὴ τῶν σκύλων τους. — Τὸ διάσημο παλάτι τῶν σκυλιῶν ἔχει λὰ σπίτι καὶ διαιτολόγο. Αὐτὸ εἶναι τὸ ἐπιτευγμένο διαιτολόγιο τῶν σκυλιῶν. Ἡ κυρία, ἡ σκύλα της: — Τὸ λάβε δὲν εἶναι ἀπαραίτητο τὸ ἔκλαψε ὅτι ἡ ἴδια, ἐνῶ ἡ σκύλα ὑποφέρει ἐξαιτίας. — Τὸ γάλα τὸ ἔχει ὅσον ὑπάρχει, εἶναι ἕνα περίσσευμα. — Τὰ μικρὰ σὶκωνδ τὰ κόκκαλα εἶναι καλὴ γιὰ τὴν ὑγεία τους. [1364, 991, 1592, 1190]
tips-article: ΠΡΑΚΤΙΚΕΣ ΣΥΜΒΟΥΛΕΣ Πέντε συμβουλὲς γιὰ τὸ πλύσιμο τῶν «Κρεττόν» — εἴτε εἶναι κάλυμμα ἐπίπλου, εἴτε κουρτίνα, εἴτε τραπεζομάντηλο, εἴτε ὁ τιδήποτε — Πάντοτε στὶς ποικιλίες: — Νὰ μὴν τὸ σαπουνίζετε σὲ ζεστὸ νερό, ἀλλὰ — νὰ τὸ ρίχνετε σὲ χλιαρὸ νερὸ ὄχι πάνω ἀπὸ 50 βαθμούς. — Νὰ μὴν τὸ βάζετε γιὰ πολὺ ὥρα στὸ νερό, γιὰ νὰ μὴ χάσουν τὰ χρώματά τους. — Νὰ φροντίζετε νὰ τὸ στεγνώνετε στὴ σκιά. — Νὰ χρησιμοποιεῖτε σαποῦνι μὲ ἀπορρυπαντικό, ἀποφεύγοντας τὰ χημικά. — Νὰ τὸ σιδερώνετε ὅταν εἶναι ἀκόμα ὑγρὸ καὶ ἀπὸ τὴν ἀνάποδη, ὥστε νὰ διατηρήσει τὸ χρῶμα του ὅσο τὸ δυνατὸν περισσότερον. [1126, 991, 1354, 1216]
